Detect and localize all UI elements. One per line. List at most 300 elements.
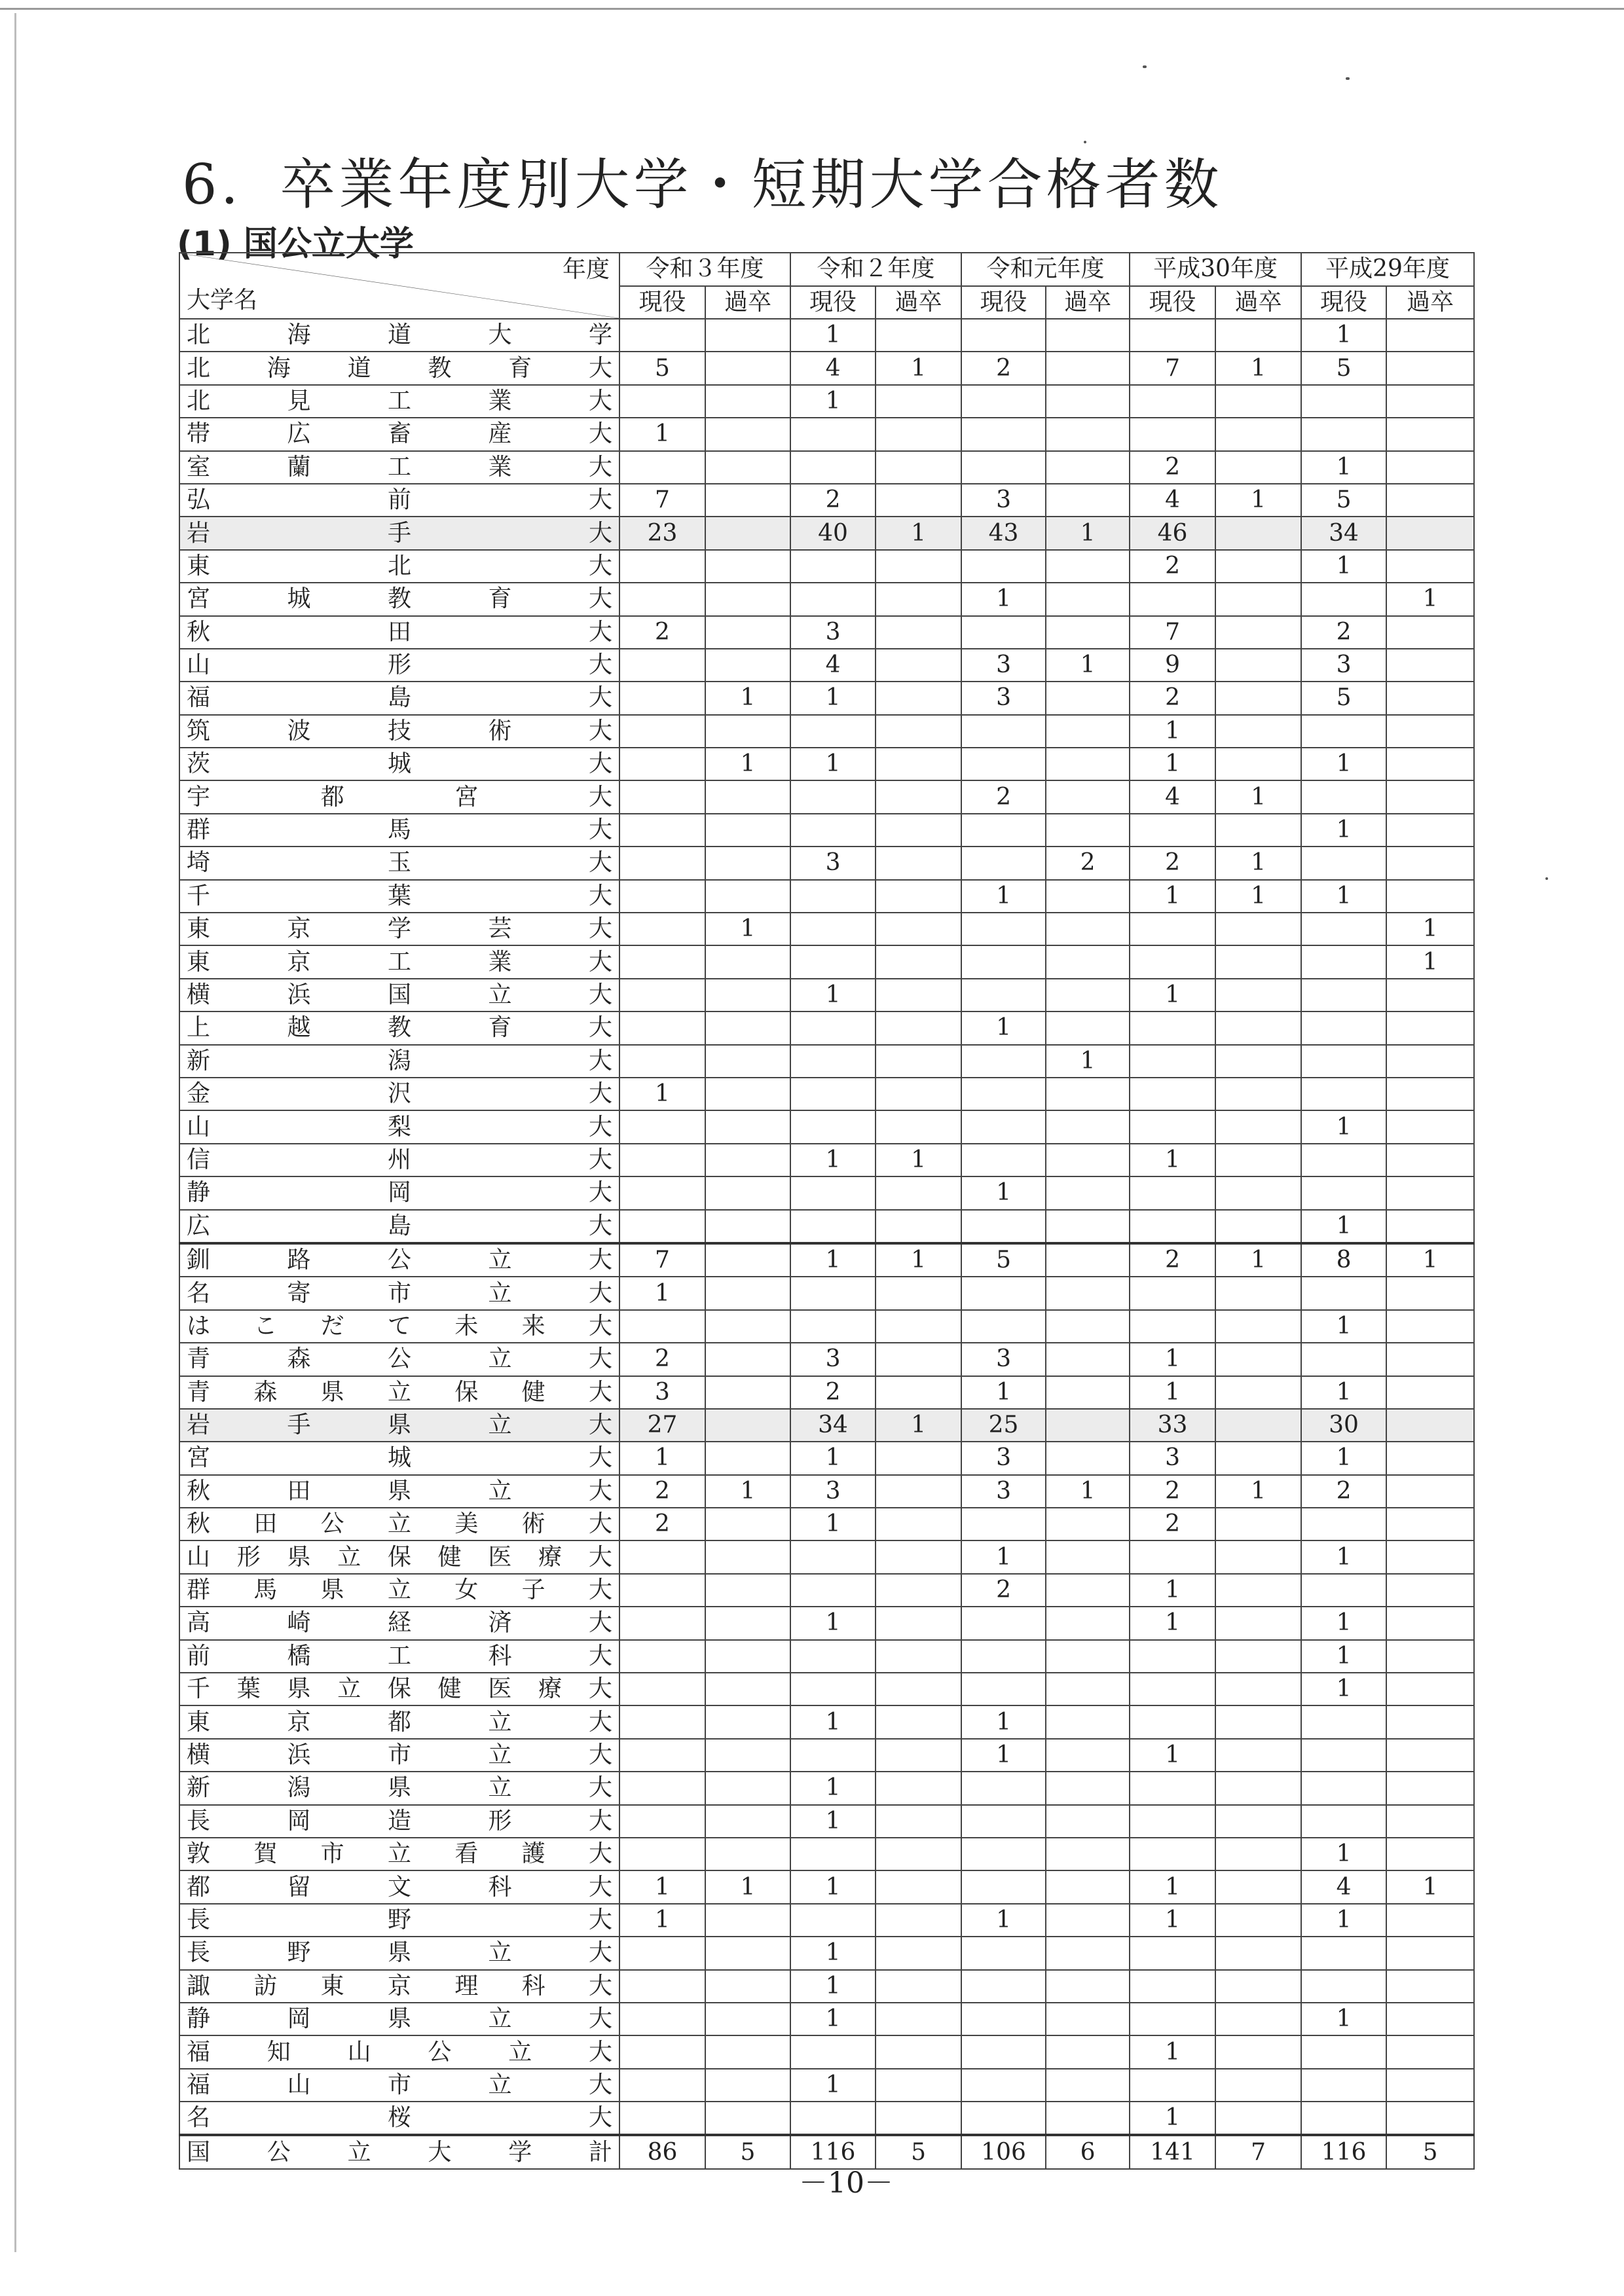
- name-char: 大: [588, 1146, 612, 1173]
- current-count-cell: [1130, 1970, 1215, 2003]
- graduate-count-cell: [1386, 847, 1474, 879]
- university-name: [187, 583, 612, 615]
- name-char: 大: [588, 1642, 612, 1669]
- university-name-cell: [179, 814, 619, 847]
- graduate-count-cell: [1215, 583, 1301, 615]
- current-count-cell: 2: [1130, 682, 1215, 714]
- current-count-cell: 3: [1301, 649, 1386, 682]
- current-count-cell: 3: [790, 616, 876, 649]
- name-char: 群: [187, 1576, 211, 1604]
- graduate-count-cell: [1046, 1574, 1130, 1607]
- current-count-cell: [619, 1210, 705, 1243]
- current-count-cell: [619, 1772, 705, 1804]
- graduate-count-cell: [705, 1607, 790, 1639]
- current-count-cell: 1: [1130, 748, 1215, 780]
- current-count-cell: [790, 418, 876, 450]
- current-count-cell: [1130, 945, 1215, 978]
- graduate-count-cell: [1386, 2035, 1474, 2068]
- graduate-count-cell: [1046, 616, 1130, 649]
- graduate-count-cell: [1215, 1277, 1301, 1309]
- graduate-count-cell: [876, 682, 961, 714]
- graduate-count-cell: [1046, 1805, 1130, 1838]
- graduate-count-cell: [1386, 1904, 1474, 1937]
- name-char: 大: [588, 1113, 612, 1140]
- name-char: 県: [387, 2005, 411, 2033]
- graduate-count-cell: [876, 1937, 961, 1969]
- graduate-count-cell: [705, 1176, 790, 1209]
- current-count-cell: 1: [1301, 1540, 1386, 1573]
- graduate-count-cell: 1: [876, 1409, 961, 1442]
- university-name-cell: [179, 1011, 619, 1044]
- name-char: 美: [454, 1510, 479, 1538]
- university-name-cell: [179, 913, 619, 945]
- university-name: [187, 1971, 612, 2002]
- current-count-cell: 1: [1301, 1310, 1386, 1343]
- current-count-cell: 1: [961, 1011, 1046, 1044]
- graduate-count-cell: [1386, 2003, 1474, 2035]
- name-char: 立: [488, 1939, 512, 1967]
- current-count-cell: 1: [1301, 1640, 1386, 1673]
- university-name-cell: [179, 1970, 619, 2003]
- graduate-count-cell: [876, 1442, 961, 1474]
- graduate-count-cell: [1215, 1739, 1301, 1772]
- sub-header-graduate: 過卒: [705, 286, 790, 319]
- university-name: [187, 2136, 612, 2168]
- graduate-count-cell: [705, 2102, 790, 2135]
- graduate-count-cell: [876, 451, 961, 484]
- name-char: 波: [287, 717, 311, 744]
- graduate-count-cell: 5: [876, 2135, 961, 2168]
- graduate-count-cell: [1215, 2102, 1301, 2135]
- table-row: [179, 1310, 1474, 1343]
- graduate-count-cell: [1046, 913, 1130, 945]
- current-count-cell: 1: [790, 1144, 876, 1176]
- name-char: 大: [588, 1510, 612, 1538]
- table-row: [179, 2035, 1474, 2068]
- current-count-cell: 1: [1301, 1442, 1386, 1474]
- graduate-count-cell: [705, 1011, 790, 1044]
- graduate-count-cell: [1046, 319, 1130, 352]
- current-count-cell: [1301, 2035, 1386, 2068]
- graduate-count-cell: [705, 1540, 790, 1573]
- name-char: 岡: [287, 1807, 311, 1834]
- current-count-cell: [619, 1045, 705, 1078]
- name-char: 子: [521, 1576, 545, 1604]
- graduate-count-cell: [876, 1574, 961, 1607]
- table-row: [179, 484, 1474, 517]
- graduate-count-cell: 1: [876, 1144, 961, 1176]
- graduate-count-cell: [876, 1838, 961, 1870]
- name-char: 寄: [287, 1279, 311, 1307]
- university-name-cell: [179, 616, 619, 649]
- name-char: 立: [387, 1510, 411, 1538]
- current-count-cell: 1: [790, 1607, 876, 1639]
- current-count-cell: 1: [790, 1937, 876, 1969]
- current-count-cell: 1: [961, 1376, 1046, 1409]
- graduate-count-cell: [1215, 1772, 1301, 1804]
- current-count-cell: [619, 913, 705, 945]
- graduate-count-cell: [1386, 1772, 1474, 1804]
- name-char: 大: [588, 750, 612, 778]
- graduate-count-cell: [1046, 352, 1130, 384]
- graduate-count-cell: 6: [1046, 2135, 1130, 2168]
- name-char: 森: [253, 1378, 278, 1406]
- sub-header-graduate: 過卒: [1046, 286, 1130, 319]
- current-count-cell: [1301, 1011, 1386, 1044]
- graduate-count-cell: [1046, 880, 1130, 913]
- name-char: 諏: [187, 1972, 211, 1999]
- graduate-count-cell: [1386, 550, 1474, 583]
- graduate-count-cell: 5: [1386, 2135, 1474, 2168]
- current-count-cell: [790, 1673, 876, 1705]
- current-count-cell: [619, 1540, 705, 1573]
- graduate-count-cell: [1386, 319, 1474, 352]
- current-count-cell: 1: [619, 1442, 705, 1474]
- name-char: 大: [588, 1774, 612, 1802]
- current-count-cell: 116: [790, 2135, 876, 2168]
- graduate-count-cell: 1: [705, 1475, 790, 1508]
- graduate-count-cell: [1046, 1343, 1130, 1376]
- name-char: 大: [588, 981, 612, 1008]
- university-name: [187, 847, 612, 879]
- graduate-count-cell: [1046, 715, 1130, 748]
- current-count-cell: [1130, 1540, 1215, 1573]
- graduate-count-cell: [1046, 1409, 1130, 1442]
- name-char: 大: [588, 1741, 612, 1768]
- university-name-cell: [179, 1937, 619, 1969]
- current-count-cell: [619, 1838, 705, 1870]
- graduate-count-cell: [1046, 1640, 1130, 1673]
- university-name-cell: [179, 1574, 619, 1607]
- table-row: [179, 880, 1474, 913]
- current-count-cell: 34: [790, 1409, 876, 1442]
- current-count-cell: [619, 451, 705, 484]
- current-count-cell: [790, 780, 876, 813]
- graduate-count-cell: [1215, 979, 1301, 1011]
- admissions-table: [179, 252, 1475, 2170]
- graduate-count-cell: [1386, 517, 1474, 549]
- graduate-count-cell: [876, 1176, 961, 1209]
- table-row: [179, 1705, 1474, 1738]
- graduate-count-cell: [876, 1011, 961, 1044]
- graduate-count-cell: [1386, 1673, 1474, 1705]
- graduate-count-cell: [705, 649, 790, 682]
- graduate-count-cell: [1215, 1970, 1301, 2003]
- table-row: [179, 451, 1474, 484]
- table-row: [179, 1870, 1474, 1903]
- table-row: [179, 1210, 1474, 1243]
- university-name: [187, 1311, 612, 1342]
- name-char: 上: [187, 1014, 211, 1042]
- current-count-cell: 1: [961, 583, 1046, 615]
- university-name: [187, 946, 612, 977]
- current-count-cell: 2: [1301, 616, 1386, 649]
- graduate-count-cell: [876, 1376, 961, 1409]
- current-count-cell: [961, 1805, 1046, 1838]
- name-char: 東: [187, 915, 211, 943]
- graduate-count-cell: [876, 2069, 961, 2102]
- name-char: は: [187, 1312, 211, 1339]
- name-char: 育: [488, 1014, 512, 1042]
- graduate-count-cell: 1: [705, 748, 790, 780]
- current-count-cell: [1301, 715, 1386, 748]
- university-name-cell: [179, 1409, 619, 1442]
- current-count-cell: [1130, 418, 1215, 450]
- table-row: [179, 814, 1474, 847]
- graduate-count-cell: [1386, 748, 1474, 780]
- name-char: 女: [454, 1576, 479, 1604]
- graduate-count-cell: [1386, 880, 1474, 913]
- name-char: 梨: [387, 1113, 411, 1140]
- graduate-count-cell: 1: [1046, 517, 1130, 549]
- graduate-count-cell: [705, 1838, 790, 1870]
- current-count-cell: [961, 1838, 1046, 1870]
- current-count-cell: [961, 2003, 1046, 2035]
- current-count-cell: [961, 1970, 1046, 2003]
- graduate-count-cell: [876, 649, 961, 682]
- name-char: 道: [347, 354, 371, 382]
- table-row: [179, 715, 1474, 748]
- left-binding-line: [14, 13, 16, 2252]
- current-count-cell: [1130, 1110, 1215, 1143]
- name-char: 沢: [387, 1080, 411, 1108]
- name-char: 留: [287, 1873, 311, 1901]
- name-char: 県: [320, 1378, 344, 1406]
- current-count-cell: [961, 385, 1046, 418]
- name-char: 大: [588, 1312, 612, 1339]
- current-count-cell: 23: [619, 517, 705, 549]
- name-char: 県: [387, 1774, 411, 1802]
- name-char: 大: [588, 453, 612, 481]
- graduate-count-cell: [705, 1144, 790, 1176]
- current-count-cell: 1: [1301, 1838, 1386, 1870]
- graduate-count-cell: 1: [1215, 1475, 1301, 1508]
- name-char: 大: [588, 1543, 612, 1571]
- graduate-count-cell: [876, 550, 961, 583]
- name-char: 新: [187, 1774, 211, 1802]
- graduate-count-cell: [705, 1310, 790, 1343]
- name-char: 森: [287, 1345, 311, 1373]
- table-row: [179, 748, 1474, 780]
- graduate-count-cell: 1: [705, 682, 790, 714]
- current-count-cell: [961, 847, 1046, 879]
- current-count-cell: [619, 1970, 705, 2003]
- name-char: 科: [488, 1642, 512, 1669]
- graduate-count-cell: [705, 1110, 790, 1143]
- graduate-count-cell: [1386, 385, 1474, 418]
- name-char: 立: [488, 1247, 512, 1274]
- graduate-count-cell: [1215, 1673, 1301, 1705]
- university-name: [187, 1410, 612, 1441]
- current-count-cell: [961, 1045, 1046, 1078]
- university-name: [187, 1641, 612, 1672]
- name-char: 海: [287, 321, 311, 349]
- name-char: 芸: [488, 915, 512, 943]
- current-count-cell: 4: [790, 649, 876, 682]
- current-count-cell: 1: [790, 1442, 876, 1474]
- graduate-count-cell: [1215, 682, 1301, 714]
- current-count-cell: [619, 945, 705, 978]
- name-char: 大: [588, 1014, 612, 1042]
- university-name-cell: [179, 979, 619, 1011]
- graduate-count-cell: [1215, 1607, 1301, 1639]
- current-count-cell: 25: [961, 1409, 1046, 1442]
- graduate-count-cell: [1215, 1870, 1301, 1903]
- table-row: [179, 2069, 1474, 2102]
- name-char: 北: [187, 354, 211, 382]
- current-count-cell: [1130, 1078, 1215, 1110]
- graduate-count-cell: [1046, 2003, 1130, 2035]
- graduate-count-cell: [1215, 1045, 1301, 1078]
- table-row: [179, 616, 1474, 649]
- current-count-cell: [619, 1607, 705, 1639]
- university-name: [187, 649, 612, 681]
- name-char: 路: [287, 1247, 311, 1274]
- current-count-cell: 1: [1301, 748, 1386, 780]
- table-row: [179, 1078, 1474, 1110]
- graduate-count-cell: [1046, 1442, 1130, 1474]
- name-char: 都: [187, 1873, 211, 1901]
- name-char: こ: [253, 1312, 278, 1339]
- name-char: 岩: [187, 1412, 211, 1439]
- name-char: 形: [387, 651, 411, 679]
- current-count-cell: [961, 2069, 1046, 2102]
- graduate-count-cell: 1: [705, 1870, 790, 1903]
- name-char: 工: [387, 948, 411, 975]
- university-name-cell: [179, 1475, 619, 1508]
- graduate-count-cell: [705, 352, 790, 384]
- current-count-cell: 1: [790, 1705, 876, 1738]
- name-char: 術: [488, 717, 512, 744]
- graduate-count-cell: [1386, 682, 1474, 714]
- university-name: [187, 1277, 612, 1309]
- current-count-cell: 141: [1130, 2135, 1215, 2168]
- table-row: [179, 1011, 1474, 1044]
- current-count-cell: [790, 814, 876, 847]
- university-name: [187, 1012, 612, 1044]
- graduate-count-cell: [1046, 682, 1130, 714]
- university-name-cell: [179, 1210, 619, 1243]
- current-count-cell: [619, 847, 705, 879]
- graduate-count-cell: [1215, 1376, 1301, 1409]
- name-char: 青: [187, 1345, 211, 1373]
- graduate-count-cell: [1046, 1772, 1130, 1804]
- current-count-cell: [790, 1045, 876, 1078]
- name-char: 静: [187, 1179, 211, 1207]
- current-count-cell: [619, 319, 705, 352]
- header-name-label: 大学名: [187, 287, 258, 314]
- name-char: 公: [387, 1247, 411, 1274]
- name-char: 岩: [187, 519, 211, 547]
- current-count-cell: [790, 2035, 876, 2068]
- current-count-cell: [961, 2035, 1046, 2068]
- graduate-count-cell: [1215, 1640, 1301, 1673]
- name-char: 北: [187, 387, 211, 414]
- graduate-count-cell: [1386, 1475, 1474, 1508]
- scan-speck: [1545, 877, 1548, 880]
- current-count-cell: [961, 616, 1046, 649]
- name-char: 造: [387, 1807, 411, 1834]
- graduate-count-cell: [1386, 1011, 1474, 1044]
- name-char: 大: [588, 1873, 612, 1901]
- current-count-cell: 1: [1301, 550, 1386, 583]
- current-count-cell: [790, 2102, 876, 2135]
- current-count-cell: [790, 880, 876, 913]
- name-char: 潟: [287, 1774, 311, 1802]
- name-char: 山: [187, 651, 211, 679]
- university-name: [187, 1245, 612, 1276]
- university-name: [187, 1343, 612, 1375]
- name-char: 金: [187, 1080, 211, 1108]
- graduate-count-cell: [1046, 945, 1130, 978]
- graduate-count-cell: [1386, 2069, 1474, 2102]
- name-char: 京: [287, 948, 311, 975]
- name-char: 県: [387, 1939, 411, 1967]
- name-char: 立: [488, 1708, 512, 1736]
- graduate-count-cell: [705, 780, 790, 813]
- university-name-cell: [179, 352, 619, 384]
- current-count-cell: [1301, 1078, 1386, 1110]
- name-char: 東: [187, 552, 211, 579]
- name-char: 立: [488, 1774, 512, 1802]
- graduate-count-cell: 2: [1046, 847, 1130, 879]
- graduate-count-cell: [1215, 715, 1301, 748]
- current-count-cell: [619, 1705, 705, 1738]
- name-char: 大: [588, 915, 612, 943]
- graduate-count-cell: [1215, 319, 1301, 352]
- university-name-cell: [179, 1310, 619, 1343]
- current-count-cell: 34: [1301, 517, 1386, 549]
- year-header: 令和元年度: [961, 253, 1130, 286]
- graduate-count-cell: 1: [1386, 1870, 1474, 1903]
- current-count-cell: [1130, 1277, 1215, 1309]
- graduate-count-cell: [1215, 814, 1301, 847]
- graduate-count-cell: [1386, 1409, 1474, 1442]
- name-char: 療: [538, 1675, 563, 1703]
- name-char: 大: [588, 1609, 612, 1637]
- table-row: [179, 1144, 1474, 1176]
- graduate-count-cell: [705, 1739, 790, 1772]
- graduate-count-cell: [1386, 352, 1474, 384]
- graduate-count-cell: 7: [1215, 2135, 1301, 2168]
- graduate-count-cell: [1046, 550, 1130, 583]
- graduate-count-cell: [1215, 1409, 1301, 1442]
- graduate-count-cell: [1386, 616, 1474, 649]
- current-count-cell: [961, 814, 1046, 847]
- current-count-cell: [619, 385, 705, 418]
- current-count-cell: 7: [619, 484, 705, 517]
- graduate-count-cell: [705, 1574, 790, 1607]
- graduate-count-cell: [876, 2035, 961, 2068]
- name-char: 山: [187, 1543, 211, 1571]
- table-row: [179, 2102, 1474, 2135]
- name-char: 京: [287, 915, 311, 943]
- name-char: 大: [428, 2138, 452, 2166]
- graduate-count-cell: [1215, 1176, 1301, 1209]
- graduate-count-cell: [1386, 484, 1474, 517]
- current-count-cell: [1130, 913, 1215, 945]
- current-count-cell: [961, 748, 1046, 780]
- table-row: [179, 1442, 1474, 1474]
- university-name: [187, 1476, 612, 1507]
- graduate-count-cell: [876, 1210, 961, 1243]
- current-count-cell: 1: [790, 1243, 876, 1277]
- name-char: 葉: [236, 1675, 261, 1703]
- name-char: 山: [347, 2038, 371, 2066]
- name-char: 大: [588, 519, 612, 547]
- graduate-count-cell: [705, 2003, 790, 2035]
- graduate-count-cell: [1046, 1937, 1130, 1969]
